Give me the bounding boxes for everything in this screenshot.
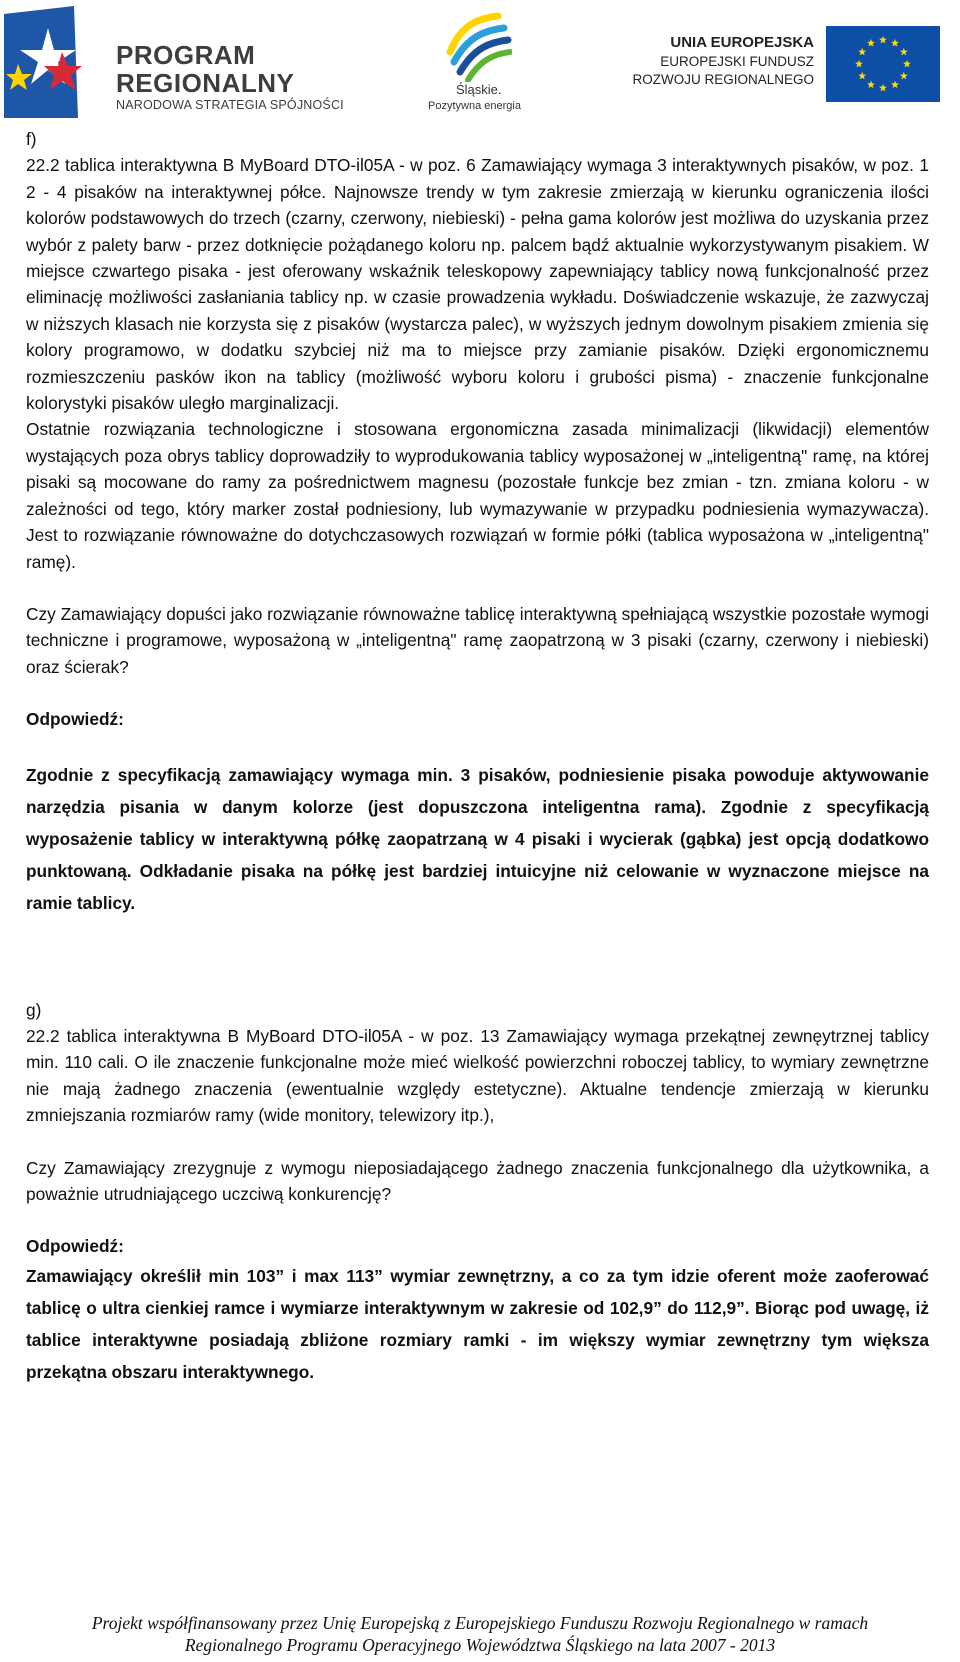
eu-union-label: UNIA EUROPEJSKA [670,34,814,51]
page-header [0,0,960,125]
section-g-label: g) [26,999,42,1020]
section-g-answer-label: Odpowiedź: [26,1236,124,1257]
eu-regional-label: ROZWOJU REGIONALNEGO [632,72,814,87]
slaskie-logo [412,12,532,117]
section-f-answer-label: Odpowiedź: [26,709,124,730]
section-f-question-1: 22.2 tablica interaktywna B MyBoard DTO-il05A - w poz. 6 Zamawiający wymaga 3 interaktywnych pisaków, w poz. 1 2 - 4 pisaków na interaktywnej półce. Najnowsze trendy w tym zakresie zmierzają w kierunku ograniczenia ilości kolorów podstawowych do trzech (czarny, czerwony, niebieski) - pełna gama kolorów jest możliwa do uzyskania przez wybór z palety barw - przez dotknięcie pożądanego koloru np. palcem bądź aktualnie wykorzystywanym pisakiem. W miejsce czwartego pisaka - jest oferowany wskaźnik teleskopowy zapewniający tablicy nową funkcjonalność przez eliminację możliwości zasłaniania tablicy np. w czasie prowadzenia wykładu. Doświadczenie wskazuje, że zazwyczaj w niższych klasach nie korzysta się z pisaków (wystarcza palec), w wyższych jednym dowolnym pisakiem zmienia się kolory programowo, w dodatku szybciej niż ma to miejsce przy zamianie pisaków. Dzięki ergonomicznemu rozmieszczeniu pasków ikon na tablicy (możliwość wyboru koloru i grubości pisma) - znaczenie funkcjonalne kolorystyki pisaków uległo marginalizacji. [26,155,929,414]
document-body [26,126,929,1388]
section-f-question-3: Czy Zamawiający dopuści jako rozwiązanie równoważne tablicę interaktywną spełniającą wszystkie pozostałe wymogi techniczne i programowe, wyposażoną w „inteligentną" ramę zaopatrzoną w 3 pisaki (czarny, czerwony i niebieski) oraz ścierak? [26,603,929,677]
footer-line-2: Regionalnego Programu Operacyjnego Województwa Śląskiego na lata 2007 - 2013 [184,1635,776,1655]
program-regionalny-logo [4,6,354,118]
section-g-answer: Zamawiający określił min 103” i max 113” wymiar zewnętrzny, a co za tym idzie oferent może zaoferować tablicę o ultra cienkiej ramce i wymiarze interaktywnym w zakresie od 102,9” do 112,9”. Biorąc pod uwagę, iż tablice interaktywne posiadają zbliżone rozmiary ramki - im większy wymiar zewnętrzny tym większa przekątna obszaru interaktywnego. [26,1265,929,1382]
slaskie-waves-icon [442,12,512,82]
strategy-label: NARODOWA STRATEGIA SPÓJNOŚCI [116,98,344,112]
section-g-question-1: 22.2 tablica interaktywna B MyBoard DTO-il05A - w poz. 13 Zamawiający wymaga przekątnej zewnęytrznej tablicy min. 110 cali. O ile znaczenie funkcjonalne może mieć wielkość powierzchni roboczej tablicy, to wymiary zewnętrzne nie mają żadnego znaczenia (ewentualnie względy estetyczne). Aktualne tendencje zmierzają w kierunku zmniejszania rozmiarów ramy (wide monitory, telewizory itp.), [26,1025,929,1126]
footer-line-1: Projekt współfinansowany przez Unię Europejską z Europejskiego Funduszu Rozwoju Regionalnego w ramach [91,1613,869,1633]
section-g-question-2: Czy Zamawiający zrezygnuje z wymogu nieposiadającego żadnego znaczenia funkcjonalnego dla użytkownika, a poważnie utrudniającego uczciwą konkurencję? [26,1157,929,1204]
section-f-question-2: Ostatnie rozwiązania technologiczne i stosowana ergonomiczna zasada minimalizacji (likwidacji) elementów wystających poza obrys tablicy doprowadziły to wyprodukowania tablicy wyposażonej w „inteligentną" ramę, na której pisaki są mocowane do ramy za pośrednictwem magnesu (pozostałe funkcje bez zmian - tzn. zmiana koloru - w zależności od tego, który marker został podniesiony, lub wymazywanie w przypadku podniesienia wymazywacza). Jest to rozwiązanie równoważne do dotychczasowych rozwiązań w formie półki (tablica wyposażona w „inteligentną" ramę). [26,419,929,572]
star-logo-icon [4,6,86,118]
eu-logo [606,26,946,106]
eu-flag-icon [826,26,940,102]
program-label: PROGRAM [116,40,256,70]
page-footer [0,1612,960,1656]
slaskie-label: Śląskie. [456,82,502,97]
slaskie-tagline: Pozytywna energia [428,100,521,112]
section-f-answer: Zgodnie z specyfikacją zamawiający wymaga min. 3 pisaków, podniesienie pisaka powoduje aktywowanie narzędzia pisania w danym kolorze (jest dopuszczona inteligentna rama). Zgodnie z specyfikacją wyposażenie tablicy w interaktywną półkę zaopatrzaną w 4 pisaki i wycierak (gąbka) jest opcją dodatkowo punktowaną. Odkładanie pisaka na półkę jest bardziej intuicyjne niż celowanie w wyznaczone miejsce na ramie tablicy. [26,764,929,913]
section-f-label: f) [26,129,37,149]
eu-fund-label: EUROPEJSKI FUNDUSZ [660,54,814,69]
regionalny-label: REGIONALNY [116,68,295,98]
